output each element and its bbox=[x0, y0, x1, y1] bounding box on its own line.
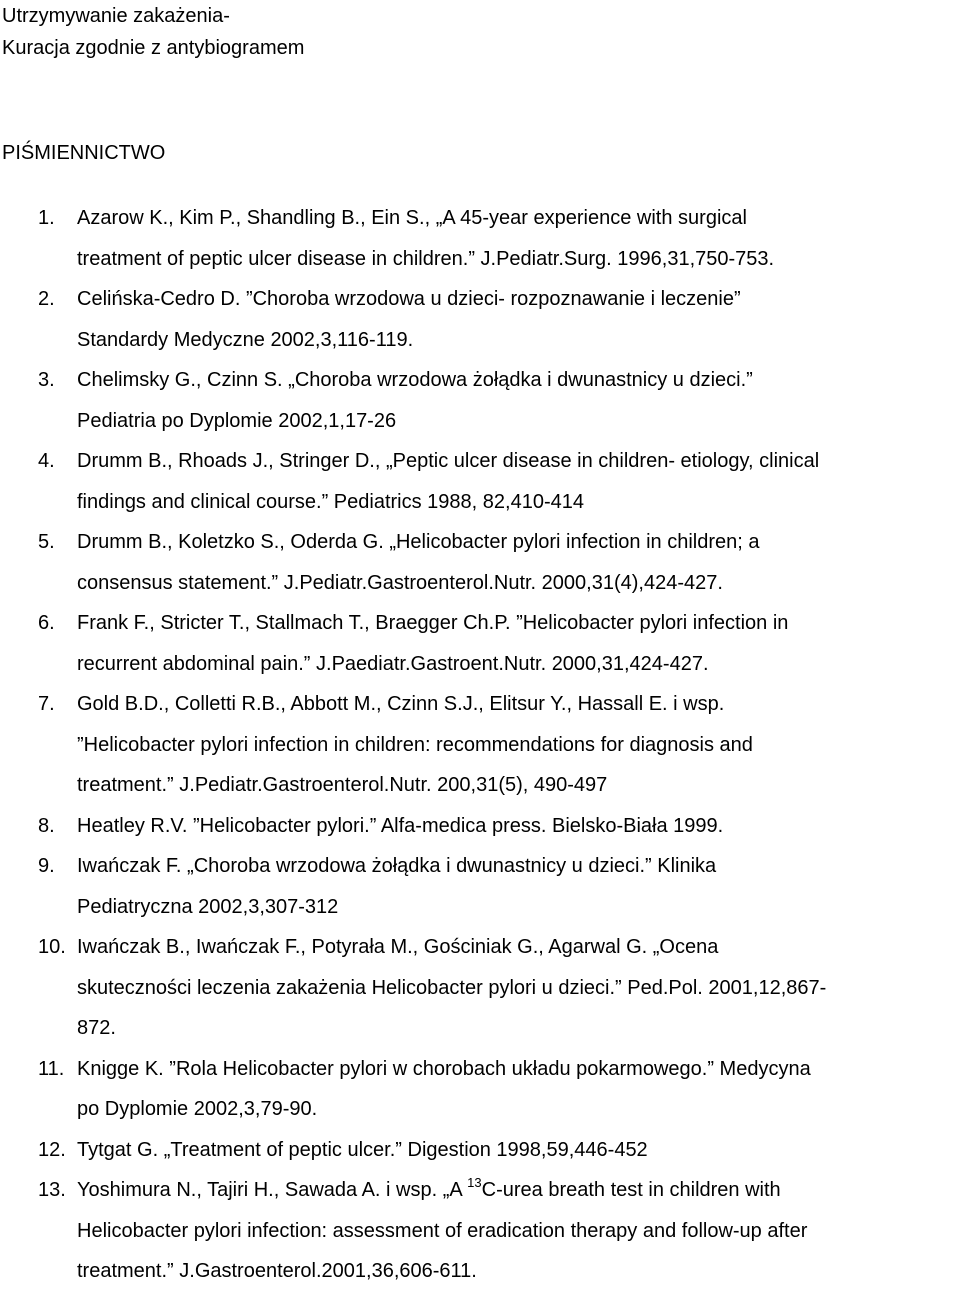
reference-item-11 bbox=[0, 1049, 960, 1130]
reference-item-13 bbox=[0, 1170, 960, 1292]
reference-list bbox=[0, 198, 960, 1292]
header-title-line-1: Utrzymywanie zakażenia- bbox=[2, 5, 230, 27]
reference-number: 5. bbox=[38, 531, 55, 553]
reference-text-line: Drumm B., Rhoads J., Stringer D., „Peptic ulcer disease in children- etiology, clinical bbox=[77, 450, 820, 472]
reference-number: 6. bbox=[38, 612, 55, 634]
reference-number: 10. bbox=[38, 936, 66, 958]
reference-item-7 bbox=[0, 684, 960, 806]
reference-text-line: treatment.” J.Gastroenterol.2001,36,606-611. bbox=[77, 1260, 477, 1282]
reference-number: 11. bbox=[38, 1057, 65, 1080]
reference-text-segment: C-urea breath test in children with bbox=[481, 1179, 781, 1201]
reference-number: 8. bbox=[38, 814, 55, 837]
reference-item-3 bbox=[0, 360, 960, 441]
section-title: PIŚMIENNICTWO bbox=[2, 142, 166, 164]
reference-text-line: recurrent abdominal pain.” J.Paediatr.Gastroent.Nutr. 2000,31,424-427. bbox=[77, 652, 709, 675]
reference-number: 12. bbox=[38, 1138, 66, 1161]
reference-item-2 bbox=[0, 279, 960, 360]
reference-text-line: consensus statement.” J.Pediatr.Gastroenterol.Nutr. 2000,31(4),424-427. bbox=[77, 571, 723, 594]
reference-text-line: Tytgat G. „Treatment of peptic ulcer.” Digestion 1998,59,446-452 bbox=[77, 1138, 648, 1161]
reference-text-line: Knigge K. ”Rola Helicobacter pylori w chorobach układu pokarmowego.” Medycyna bbox=[77, 1057, 811, 1080]
reference-text-line: findings and clinical course.” Pediatrics 1988, 82,410-414 bbox=[77, 490, 584, 513]
document-header bbox=[2, 0, 304, 64]
reference-number: 4. bbox=[38, 450, 55, 472]
reference-number: 9. bbox=[38, 855, 55, 877]
reference-text-line: Iwańczak B., Iwańczak F., Potyrała M., Gościniak G., Agarwal G. „Ocena bbox=[77, 936, 719, 958]
reference-text-line: Gold B.D., Colletti R.B., Abbott M., Czinn S.J., Elitsur Y., Hassall E. i wsp. bbox=[77, 693, 725, 715]
reference-text-line: Iwańczak F. „Choroba wrzodowa żołądka i dwunastnicy u dzieci.” Klinika bbox=[77, 855, 717, 877]
reference-text-line: ”Helicobacter pylori infection in children: recommendations for diagnosis and bbox=[77, 733, 753, 756]
reference-item-4 bbox=[0, 441, 960, 522]
reference-text-line: Drumm B., Koletzko S., Oderda G. „Helicobacter pylori infection in children; a bbox=[77, 531, 760, 553]
reference-item-10 bbox=[0, 927, 960, 1049]
reference-number: 1. bbox=[38, 207, 55, 229]
reference-number: 3. bbox=[38, 369, 55, 391]
reference-text-line: treatment of peptic ulcer disease in children.” J.Pediatr.Surg. 1996,31,750-753. bbox=[77, 247, 775, 270]
reference-text-line: Celińska-Cedro D. ”Choroba wrzodowa u dzieci- rozpoznawanie i leczenie” bbox=[77, 288, 741, 310]
reference-text-line: Pediatria po Dyplomie 2002,1,17-26 bbox=[77, 409, 397, 432]
reference-item-1 bbox=[0, 198, 960, 279]
reference-number: 7. bbox=[38, 693, 55, 715]
reference-item-9 bbox=[0, 846, 960, 927]
reference-text-line: treatment.” J.Pediatr.Gastroenterol.Nutr. 200,31(5), 490-497 bbox=[77, 774, 608, 796]
reference-text-line: Pediatryczna 2002,3,307-312 bbox=[77, 895, 339, 918]
reference-item-8 bbox=[0, 806, 960, 847]
reference-text-line: Helicobacter pylori infection: assessment of eradication therapy and follow-up after bbox=[77, 1219, 808, 1242]
reference-text-line: Chelimsky G., Czinn S. „Choroba wrzodowa żołądka i dwunastnicy u dzieci.” bbox=[77, 369, 753, 391]
reference-text-line: skuteczności leczenia zakażenia Helicobacter pylori u dzieci.” Ped.Pol. 2001,12,867- bbox=[77, 976, 827, 999]
reference-text-line: Standardy Medyczne 2002,3,116-119. bbox=[77, 328, 414, 351]
reference-text-line: po Dyplomie 2002,3,79-90. bbox=[77, 1098, 318, 1120]
header-title-line-2: Kuracja zgodnie z antybiogramem bbox=[2, 37, 305, 59]
reference-item-6 bbox=[0, 603, 960, 684]
reference-number: 2. bbox=[38, 288, 55, 310]
reference-item-12 bbox=[0, 1130, 960, 1171]
reference-text-line: Azarow K., Kim P., Shandling B., Ein S., „A 45-year experience with surgical bbox=[77, 207, 747, 229]
isotope-superscript: 13 bbox=[467, 1175, 482, 1190]
reference-text-line: Heatley R.V. ”Helicobacter pylori.” Alfa-medica press. Bielsko-Biała 1999. bbox=[77, 814, 724, 837]
reference-number: 13. bbox=[38, 1179, 66, 1201]
reference-text-line bbox=[77, 1170, 940, 1211]
reference-text-line: 872. bbox=[77, 1017, 116, 1039]
reference-text-line: Frank F., Stricter T., Stallmach T., Braegger Ch.P. ”Helicobacter pylori infection in bbox=[77, 612, 789, 634]
reference-text-segment: Yoshimura N., Tajiri H., Sawada A. i wsp. „A bbox=[77, 1179, 468, 1201]
reference-item-5 bbox=[0, 522, 960, 603]
